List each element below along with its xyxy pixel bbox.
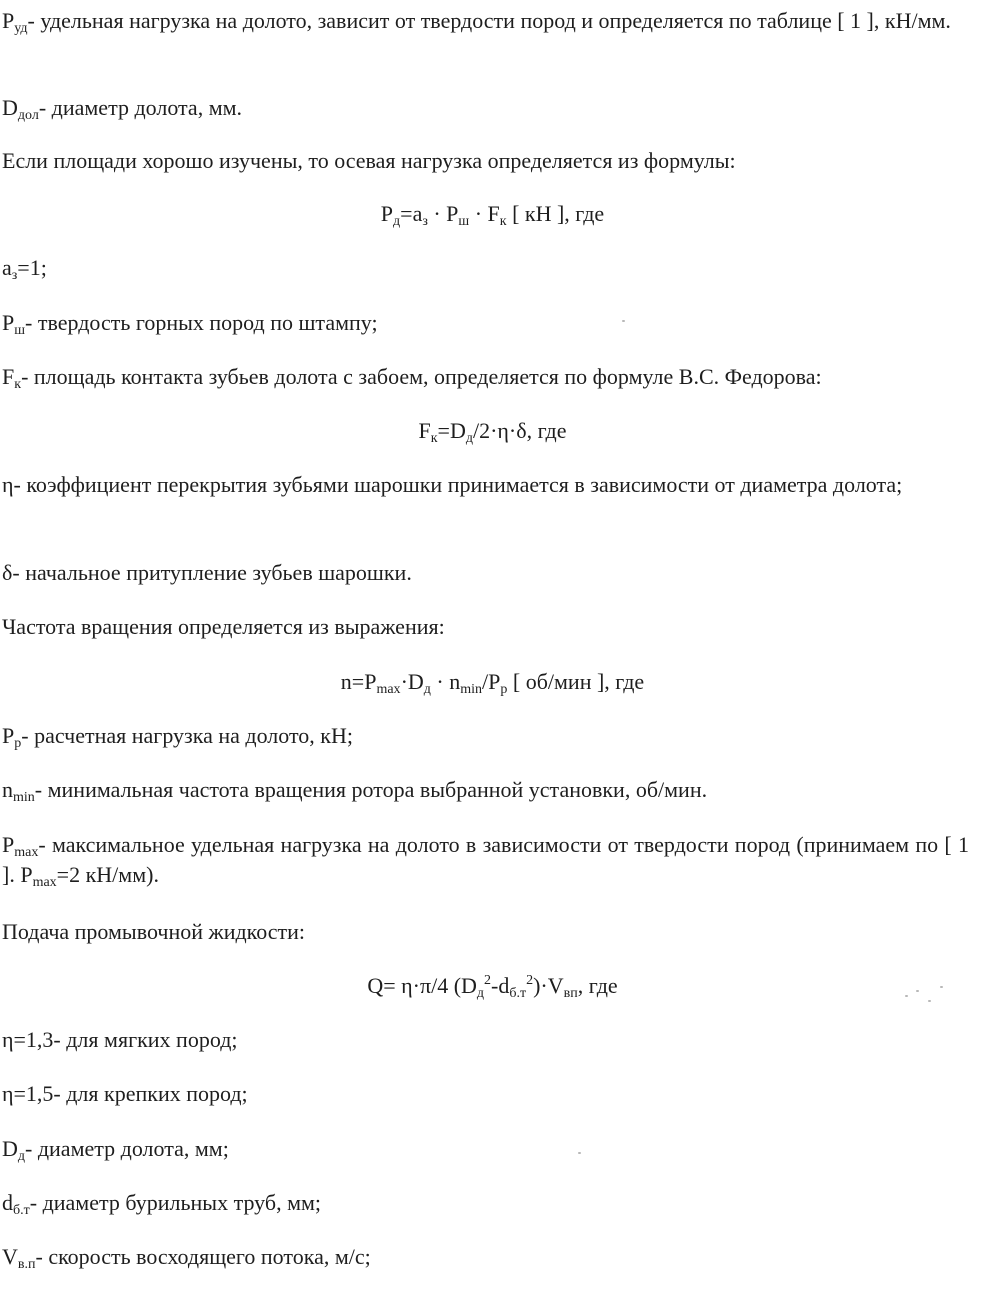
paragraph-eta-soft: η=1,3- для мягких пород; bbox=[2, 1027, 238, 1052]
formula-rotation-frequency: $n=P_{max}\cdot D_д \cdot n_{min}/P_p$ [ об/мин ], где bbox=[340, 669, 645, 697]
scan-speck bbox=[578, 1152, 581, 1154]
scan-speck bbox=[928, 1000, 931, 1002]
paragraph-d-d: $D_д-$ диаметр долота, мм; bbox=[2, 1136, 229, 1164]
paragraph-rotation-intro: Частота вращения определяется из выражения: bbox=[2, 614, 445, 639]
paragraph-n-min: $n_{min}-$ минимальная частота вращения ротора выбранной установки, об/мин. bbox=[2, 777, 708, 805]
formula-contact-area: $F_к=D_д/2\cdot\eta\cdot\delta$, где bbox=[418, 418, 567, 446]
scan-speck bbox=[940, 986, 943, 988]
paragraph-delta: δ- начальное притупление зубьев шарошки. bbox=[2, 560, 412, 585]
paragraph-intro-axial-load: Если площади хорошо изучены, то осевая нагрузка определяется из формулы: bbox=[2, 148, 736, 173]
paragraph-d-dol: $D_{дол}-$ диаметр долота, мм. bbox=[2, 95, 243, 123]
paragraph-eta: η- коэффициент перекрытия зубьями шарошки принимается в зависимости от диаметра долота; bbox=[2, 472, 903, 497]
scan-speck bbox=[916, 990, 919, 992]
scan-speck bbox=[905, 995, 908, 997]
formula-flow-rate: Q= η·π/4 $(D_д^2-d_{б.т}^2)\cdot V_{вп}$, где bbox=[367, 973, 618, 1001]
paragraph-a-z: $а_з=1$; bbox=[2, 255, 47, 283]
paragraph-f-k: $F_к-$ площадь контакта зубьев долота с забоем, определяется по формуле В.С. Федорова: bbox=[2, 364, 822, 392]
paragraph-flush-intro: Подача промывочной жидкости: bbox=[2, 919, 306, 944]
paragraph-p-sh: $Р_ш-$ твердость горных пород по штампу; bbox=[2, 310, 378, 338]
paragraph-p-ud: $Р_{уд}-$ удельная нагрузка на долото, зависит от твердости пород и определяется по таблице [ 1 ], кН/мм. bbox=[2, 8, 951, 36]
paragraph-d-bt: $d_{б.т}-$ диаметр бурильных труб, мм; bbox=[2, 1190, 322, 1218]
paragraph-p-p: $P_p-$ расчетная нагрузка на долото, кН; bbox=[2, 723, 353, 751]
paragraph-p-max: $P_{max}-$ максимальное удельная нагрузка на долото в зависимости от твердости пород (принимаем по [ 1 ]. $P_{max}=2$ кН/мм). bbox=[2, 832, 969, 890]
formula-axial-load: $Р_д=а_з \cdot Р_ш \cdot F_к$ [ кН ], где bbox=[380, 201, 605, 229]
paragraph-eta-hard: η=1,5- для крепких пород; bbox=[2, 1081, 248, 1106]
scan-speck bbox=[622, 320, 625, 322]
paragraph-v-vp: $V_{в.п}-$ скорость восходящего потока, м/с; bbox=[2, 1244, 371, 1272]
